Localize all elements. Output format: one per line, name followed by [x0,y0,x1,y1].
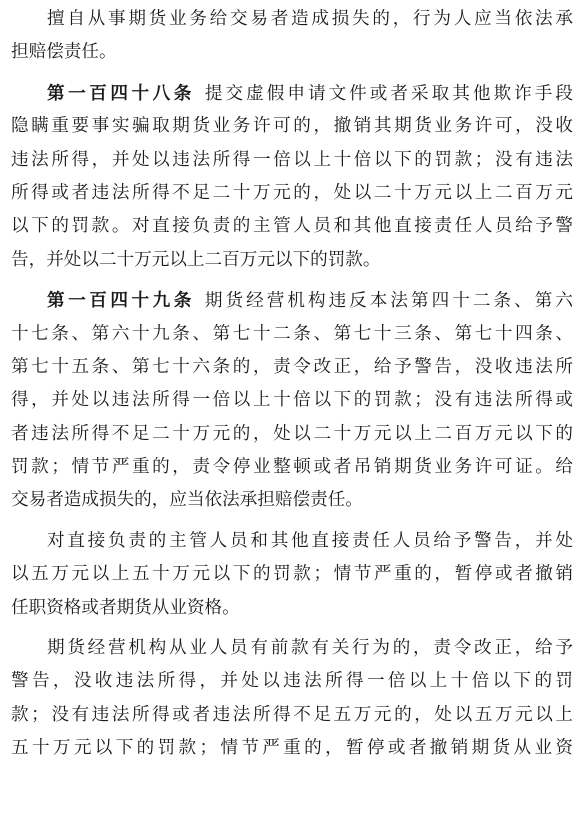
line-text: 得，并处以违法所得一倍以上十倍以下的罚款；没有违法所得或 [11,390,573,411]
line-text: 提交虚假申请文件或者采取其他欺诈手段 [204,83,573,104]
paragraph-line [11,177,573,210]
line-text: 交易者造成损失的，应当依法承担赔偿责任。 [11,490,363,511]
line-text: 期货经营机构从业人员有前款有关行为的，责令改正，给予 [47,638,573,659]
document-page [11,3,573,766]
line-text: 者违法所得不足二十万元的，处以二十万元以上二百万元以下的 [11,423,573,444]
paragraph-line [11,3,573,36]
line-text: 罚款；情节严重的，责令停业整顿或者吊销期货业务许可证。给 [11,457,573,478]
line-text: 所得或者违法所得不足二十万元的，处以二十万元以上二百万元 [11,182,573,203]
line-text: 违法所得，并处以违法所得一倍以上十倍以下的罚款；没有违法 [11,149,573,170]
line-text: 十七条、第六十九条、第七十二条、第七十三条、第七十四条、 [11,323,573,344]
paragraph-line [11,318,573,351]
line-text: 期货经营机构违反本法第四十二条、第六 [204,291,573,312]
paragraph-line [11,558,573,591]
article-number: 第一百四十九条 [47,290,195,312]
line-text: 以五万元以上五十万元以下的罚款；情节严重的，暂停或者撤销 [11,564,573,585]
line-text: 对直接负责的主管人员和其他直接责任人员给予警告，并处 [47,530,573,551]
article-number: 第一百四十八条 [47,82,195,104]
paragraph-line [11,699,573,732]
line-text: 擅自从事期货业务给交易者造成损失的，行为人应当依法承 [47,9,573,29]
line-text: 告，并处以二十万元以上二百万元以下的罚款。 [11,249,381,270]
paragraph-line [11,210,573,243]
paragraph-line [11,665,573,698]
article-heading-line [11,77,573,110]
article-heading-line [11,284,573,317]
line-text: 款；没有违法所得或者违法所得不足五万元的，处以五万元以上 [11,704,573,725]
line-text: 隐瞒重要事实骗取期货业务许可的，撤销其期货业务许可，没收 [11,116,573,137]
line-text: 任职资格或者期货从业资格。 [11,597,240,618]
paragraph-line [11,451,573,484]
paragraph-line [11,732,573,765]
line-text: 第七十五条、第七十六条的，责令改正，给予警告，没收违法所 [11,356,573,377]
paragraph-line [11,144,573,177]
paragraph-line [11,525,573,558]
paragraph-line [11,632,573,665]
paragraph-line [11,592,573,625]
line-text: 担赔偿责任。 [11,42,117,63]
line-text: 五十万元以下的罚款；情节严重的，暂停或者撤销期货从业资 [11,738,573,759]
paragraph-line [11,418,573,451]
paragraph-line [11,244,573,277]
paragraph-line [11,384,573,417]
paragraph-line [11,36,573,69]
paragraph-line [11,110,573,143]
paragraph-line [11,351,573,384]
line-text: 警告，没收违法所得，并处以违法所得一倍以上十倍以下的罚 [11,671,573,692]
line-text: 以下的罚款。对直接负责的主管人员和其他直接责任人员给予警 [11,216,573,237]
paragraph-line [11,484,573,517]
